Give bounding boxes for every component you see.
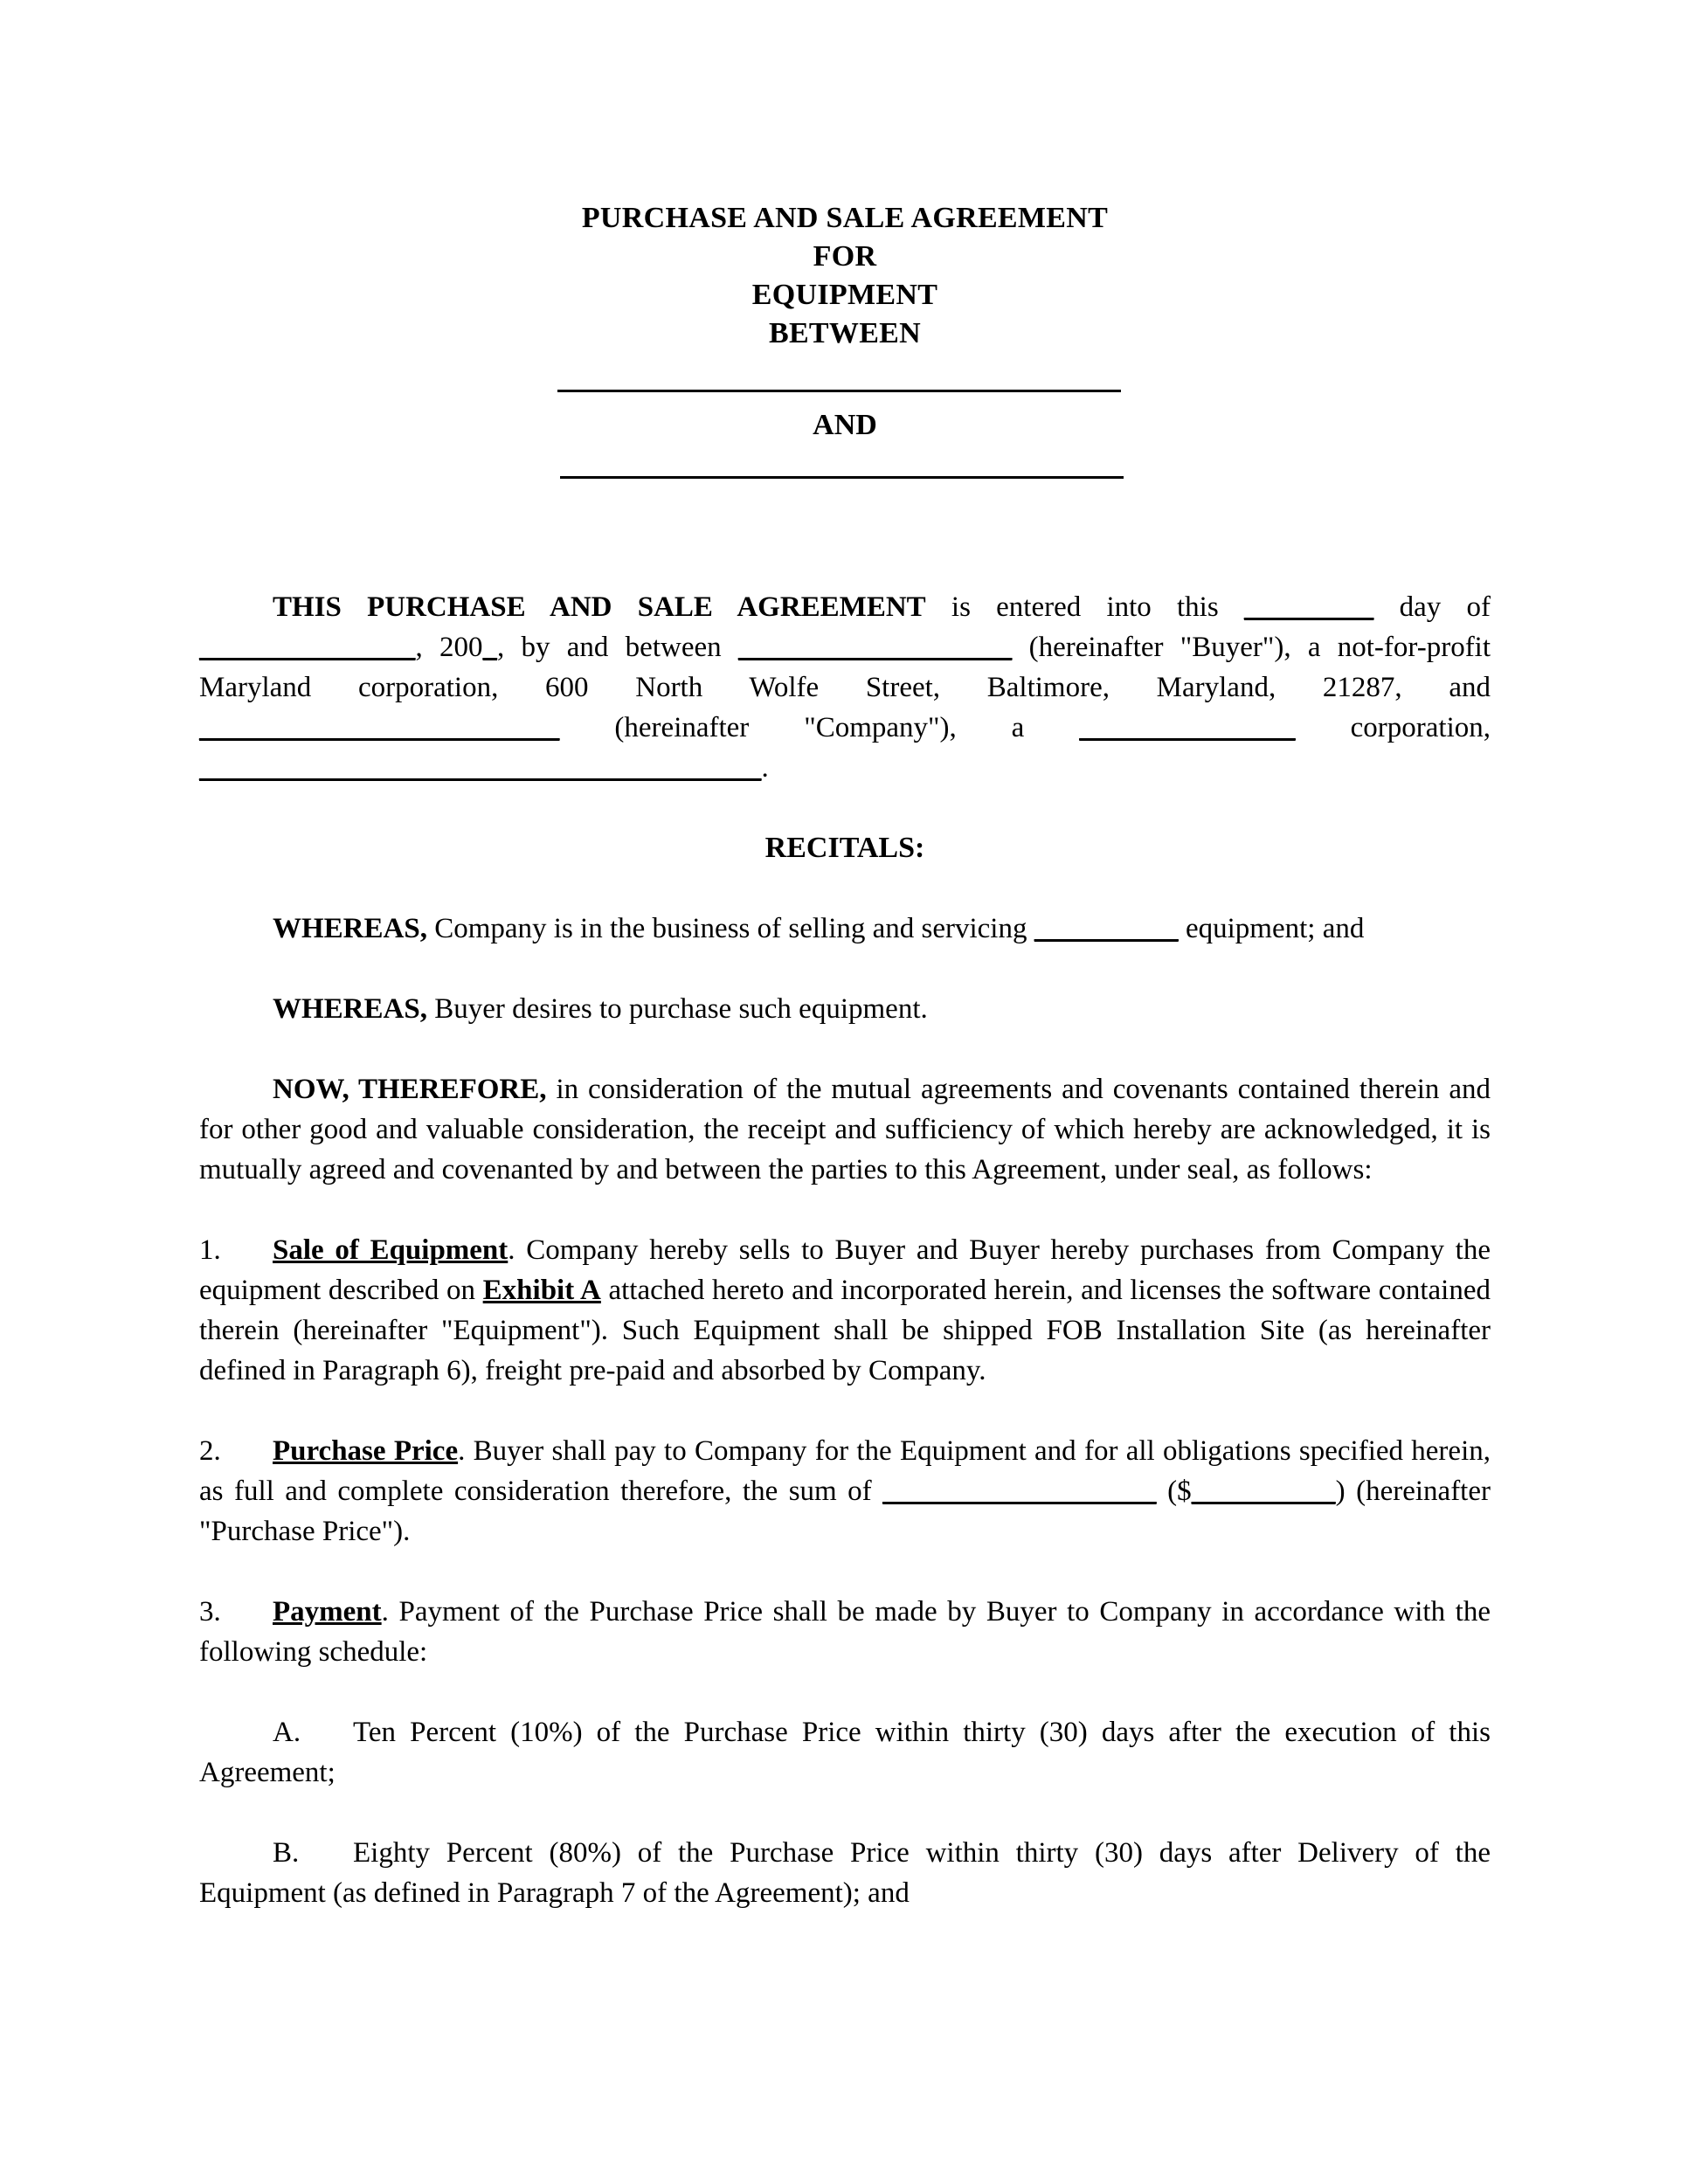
spacer-after-title (199, 479, 1491, 547)
blank-company-name: _________________________ (199, 712, 560, 743)
intro-t7: corporation, (1295, 712, 1491, 743)
party-blank-line-2 (560, 476, 1124, 479)
section-2 (199, 1431, 1491, 1552)
spacer-after-title-2 (199, 547, 1491, 587)
section-2-t1: . Buyer shall pay to Company for the Equipment and for all obligations specified herein, as full and complete consideration therefore, the sum of (199, 1435, 1491, 1507)
party-blank-line-2-wrap (199, 445, 1491, 479)
section-2-t3: ) (hereinafter "Purchase Price"). (199, 1476, 1491, 1547)
spacer-before-section-1 (199, 1190, 1491, 1230)
intro-t4: , by and between (497, 632, 738, 663)
recital-paragraph-1 (199, 909, 1491, 949)
section-1-heading: Sale of Equipment (273, 1234, 508, 1266)
spacer-after-recitals-heading (199, 868, 1491, 909)
document-title-block (199, 199, 1491, 353)
title-line-1: PURCHASE AND SALE AGREEMENT (581, 202, 1109, 234)
section-1-t2: attached hereto and incorporated herein, and licenses the software contained therein (hereinafter "Equipment"). Such Equipment shall be shipped FOB Installation Site (as hereinafter defined in Paragraph 6), freight pre-paid and absorbed by Company. (199, 1275, 1491, 1386)
intro-t3: , 200 (415, 632, 483, 663)
subitem-b (199, 1833, 1491, 1913)
intro-lead: THIS PURCHASE AND SALE AGREEMENT (273, 591, 926, 623)
recital-paragraph-2 (199, 989, 1491, 1029)
title-line-4: BETWEEN (768, 317, 922, 349)
subitem-a (199, 1712, 1491, 1793)
now-therefore-t1: in consideration of the mutual agreements and covenants contained therein and for other good and valuable consideration, the receipt and sufficiency of which hereby are acknowledged, it is mutually agreed and covenanted by and between the parties to this Agreement, under seal, as follows: (199, 1074, 1491, 1185)
section-2-t2: ($ (1156, 1476, 1192, 1507)
section-1-t1: . Company hereby sells to Buyer and Buyer hereby purchases from Company the equipment described on (199, 1234, 1491, 1306)
exhibit-a-reference: Exhibit A (482, 1275, 601, 1306)
section-2-number: 2. (199, 1435, 221, 1467)
title-line-2: FOR (813, 240, 877, 273)
now-therefore-paragraph (199, 1069, 1491, 1190)
blank-year: _ (482, 632, 498, 663)
recital-1-t2: equipment; and (1178, 913, 1365, 944)
subitem-a-text: Ten Percent (10%) of the Purchase Price within thirty (30) days after the execution of this Agreement; (199, 1717, 1491, 1788)
intro-t8: . (761, 752, 769, 784)
recital-1-lead: WHEREAS, (273, 913, 427, 944)
spacer-before-section-3 (199, 1552, 1491, 1592)
intro-t2: day of (1373, 591, 1491, 623)
spacer-between-recitals (199, 949, 1491, 989)
subitem-b-text: Eighty Percent (80%) of the Purchase Price within thirty (30) days after Delivery of the Equipment (as defined in Paragraph 7 of the Agreement); and (199, 1837, 1491, 1909)
section-3-heading: Payment (273, 1596, 382, 1628)
blank-purchase-amount: __________ (1191, 1476, 1336, 1507)
intro-t1: is entered into this (925, 591, 1244, 623)
spacer-before-subitem-a (199, 1672, 1491, 1712)
and-separator: AND (813, 409, 877, 441)
blank-buyer-name: ___________________ (737, 632, 1013, 663)
blank-purchase-sum: ___________________ (882, 1476, 1157, 1507)
section-2-heading: Purchase Price (273, 1435, 459, 1467)
blank-address-tail: _______________________________________ (199, 752, 762, 784)
recital-2-t1: Buyer desires to purchase such equipment. (426, 993, 928, 1025)
intro-t6: (hereinafter "Company"), a (559, 712, 1080, 743)
spacer-before-recitals (199, 788, 1491, 828)
recital-2-lead: WHEREAS, (273, 993, 427, 1025)
section-1-number: 1. (199, 1234, 221, 1266)
blank-month: _______________ (199, 632, 416, 663)
subitem-b-letter: B. (273, 1837, 300, 1869)
intro-paragraph (199, 587, 1491, 788)
spacer-between-subitems (199, 1793, 1491, 1833)
party-blank-line-1-wrap (199, 353, 1491, 392)
intro-t5: (hereinafter "Buyer"), a not-for-profit Maryland corporation, 600 North Wolfe Street, Baltimore, Maryland, 21287, and (199, 632, 1491, 703)
now-therefore-lead: NOW, THEREFORE, (273, 1074, 547, 1105)
blank-state: _______________ (1079, 712, 1296, 743)
blank-equipment-type: __________ (1034, 913, 1179, 944)
section-3 (199, 1592, 1491, 1672)
spacer-before-now-therefore (199, 1029, 1491, 1069)
party-blank-line-1 (557, 390, 1121, 392)
section-3-number: 3. (199, 1596, 221, 1628)
recitals-heading: RECITALS: (764, 832, 925, 864)
recital-1-t1: Company is in the business of selling and servicing (426, 913, 1034, 944)
subitem-a-letter: A. (273, 1717, 301, 1748)
blank-day: _________ (1243, 591, 1374, 623)
title-line-3: EQUIPMENT (751, 279, 938, 311)
spacer-before-section-2 (199, 1391, 1491, 1431)
section-3-t1: . Payment of the Purchase Price shall be made by Buyer to Company in accordance with the following schedule: (199, 1596, 1491, 1668)
document-content (199, 199, 1491, 1913)
section-1 (199, 1230, 1491, 1391)
